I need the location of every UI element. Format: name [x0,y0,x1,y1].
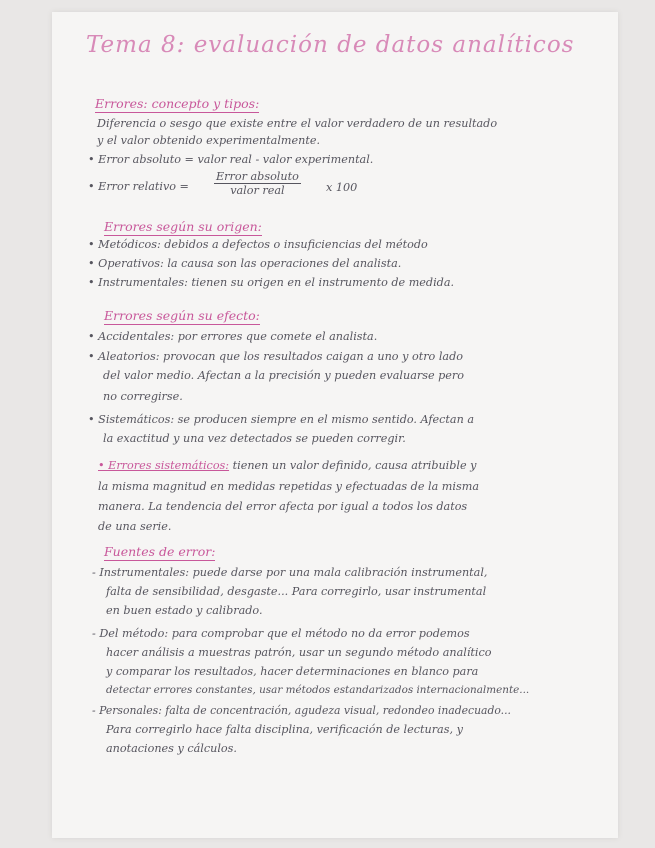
item-instrumentales: - Instrumentales: puede darse por una mala calibración instrumental, [92,566,488,579]
bullet-error-absoluto: • Error absoluto = valor real - valor experimental. [88,153,374,166]
inline-heading-errores-sistematicos: • Errores sistemáticos: [98,459,230,472]
bullet-aleatorios: • Aleatorios: provocan que los resultados caigan a uno y otro lado [88,350,463,363]
text-line: la exactitud y una vez detectados se pueden corregir. [103,432,406,445]
item-personales: - Personales: falta de concentración, agudeza visual, redondeo inadecuado... [92,704,511,717]
text-line: hacer análisis a muestras patrón, usar un segundo método analítico [106,646,492,659]
text-line: Para corregirlo hace falta disciplina, verificación de lecturas, y [106,723,463,736]
relative-error-fraction [214,170,301,197]
fraction-denominator: valor real [230,184,285,197]
text-line: tienen un valor definido, causa atribuible y [232,459,477,472]
times-hundred: x 100 [326,181,358,194]
heading-errores-efecto: Errores según su efecto: [104,308,260,323]
text-line: la misma magnitud en medidas repetidas y efectuadas de la misma [98,480,480,493]
item-del-metodo: - Del método: para comprobar que el método no da error podemos [92,627,470,640]
heading-errores-concepto: Errores: concepto y tipos: [95,96,260,111]
page-title: Tema 8: evaluación de datos analíticos [86,32,575,58]
text-line: y el valor obtenido experimentalmente. [97,134,321,147]
text-line: Diferencia o sesgo que existe entre el valor verdadero de un resultado [97,117,498,130]
bullet-metodicos: • Metódicos: debidos a defectos o insuficiencias del método [88,238,428,251]
text-line: manera. La tendencia del error afecta por igual a todos los datos [98,500,468,513]
bullet-accidentales: • Accidentales: por errores que comete el analista. [88,330,378,343]
text-line: de una serie. [98,520,172,533]
text-line: en buen estado y calibrado. [106,604,263,617]
heading-fuentes-error: Fuentes de error: [104,544,216,559]
text-line: del valor medio. Afectan a la precisión y pueden evaluarse pero [103,369,465,382]
fraction-numerator: Error absoluto [216,170,299,183]
bullet-sistematicos: • Sistemáticos: se producen siempre en el mismo sentido. Afectan a [88,413,475,426]
heading-errores-origen: Errores según su origen: [104,219,262,234]
bullet-operativos: • Operativos: la causa son las operaciones del analista. [88,257,402,270]
text-line: no corregirse. [103,390,183,403]
text-line: falta de sensibilidad, desgaste... Para corregirlo, usar instrumental [106,585,487,598]
errores-sistematicos-paragraph [98,459,477,472]
text-line: detectar errores constantes, usar métodos estandarizados internacionalmente... [106,684,530,696]
bullet-instrumentales: • Instrumentales: tienen su origen en el instrumento de medida. [88,276,455,289]
bullet-error-relativo: • Error relativo = [88,180,189,193]
text-line: anotaciones y cálculos. [106,742,237,755]
text-line: y comparar los resultados, hacer determinaciones en blanco para [106,665,479,678]
